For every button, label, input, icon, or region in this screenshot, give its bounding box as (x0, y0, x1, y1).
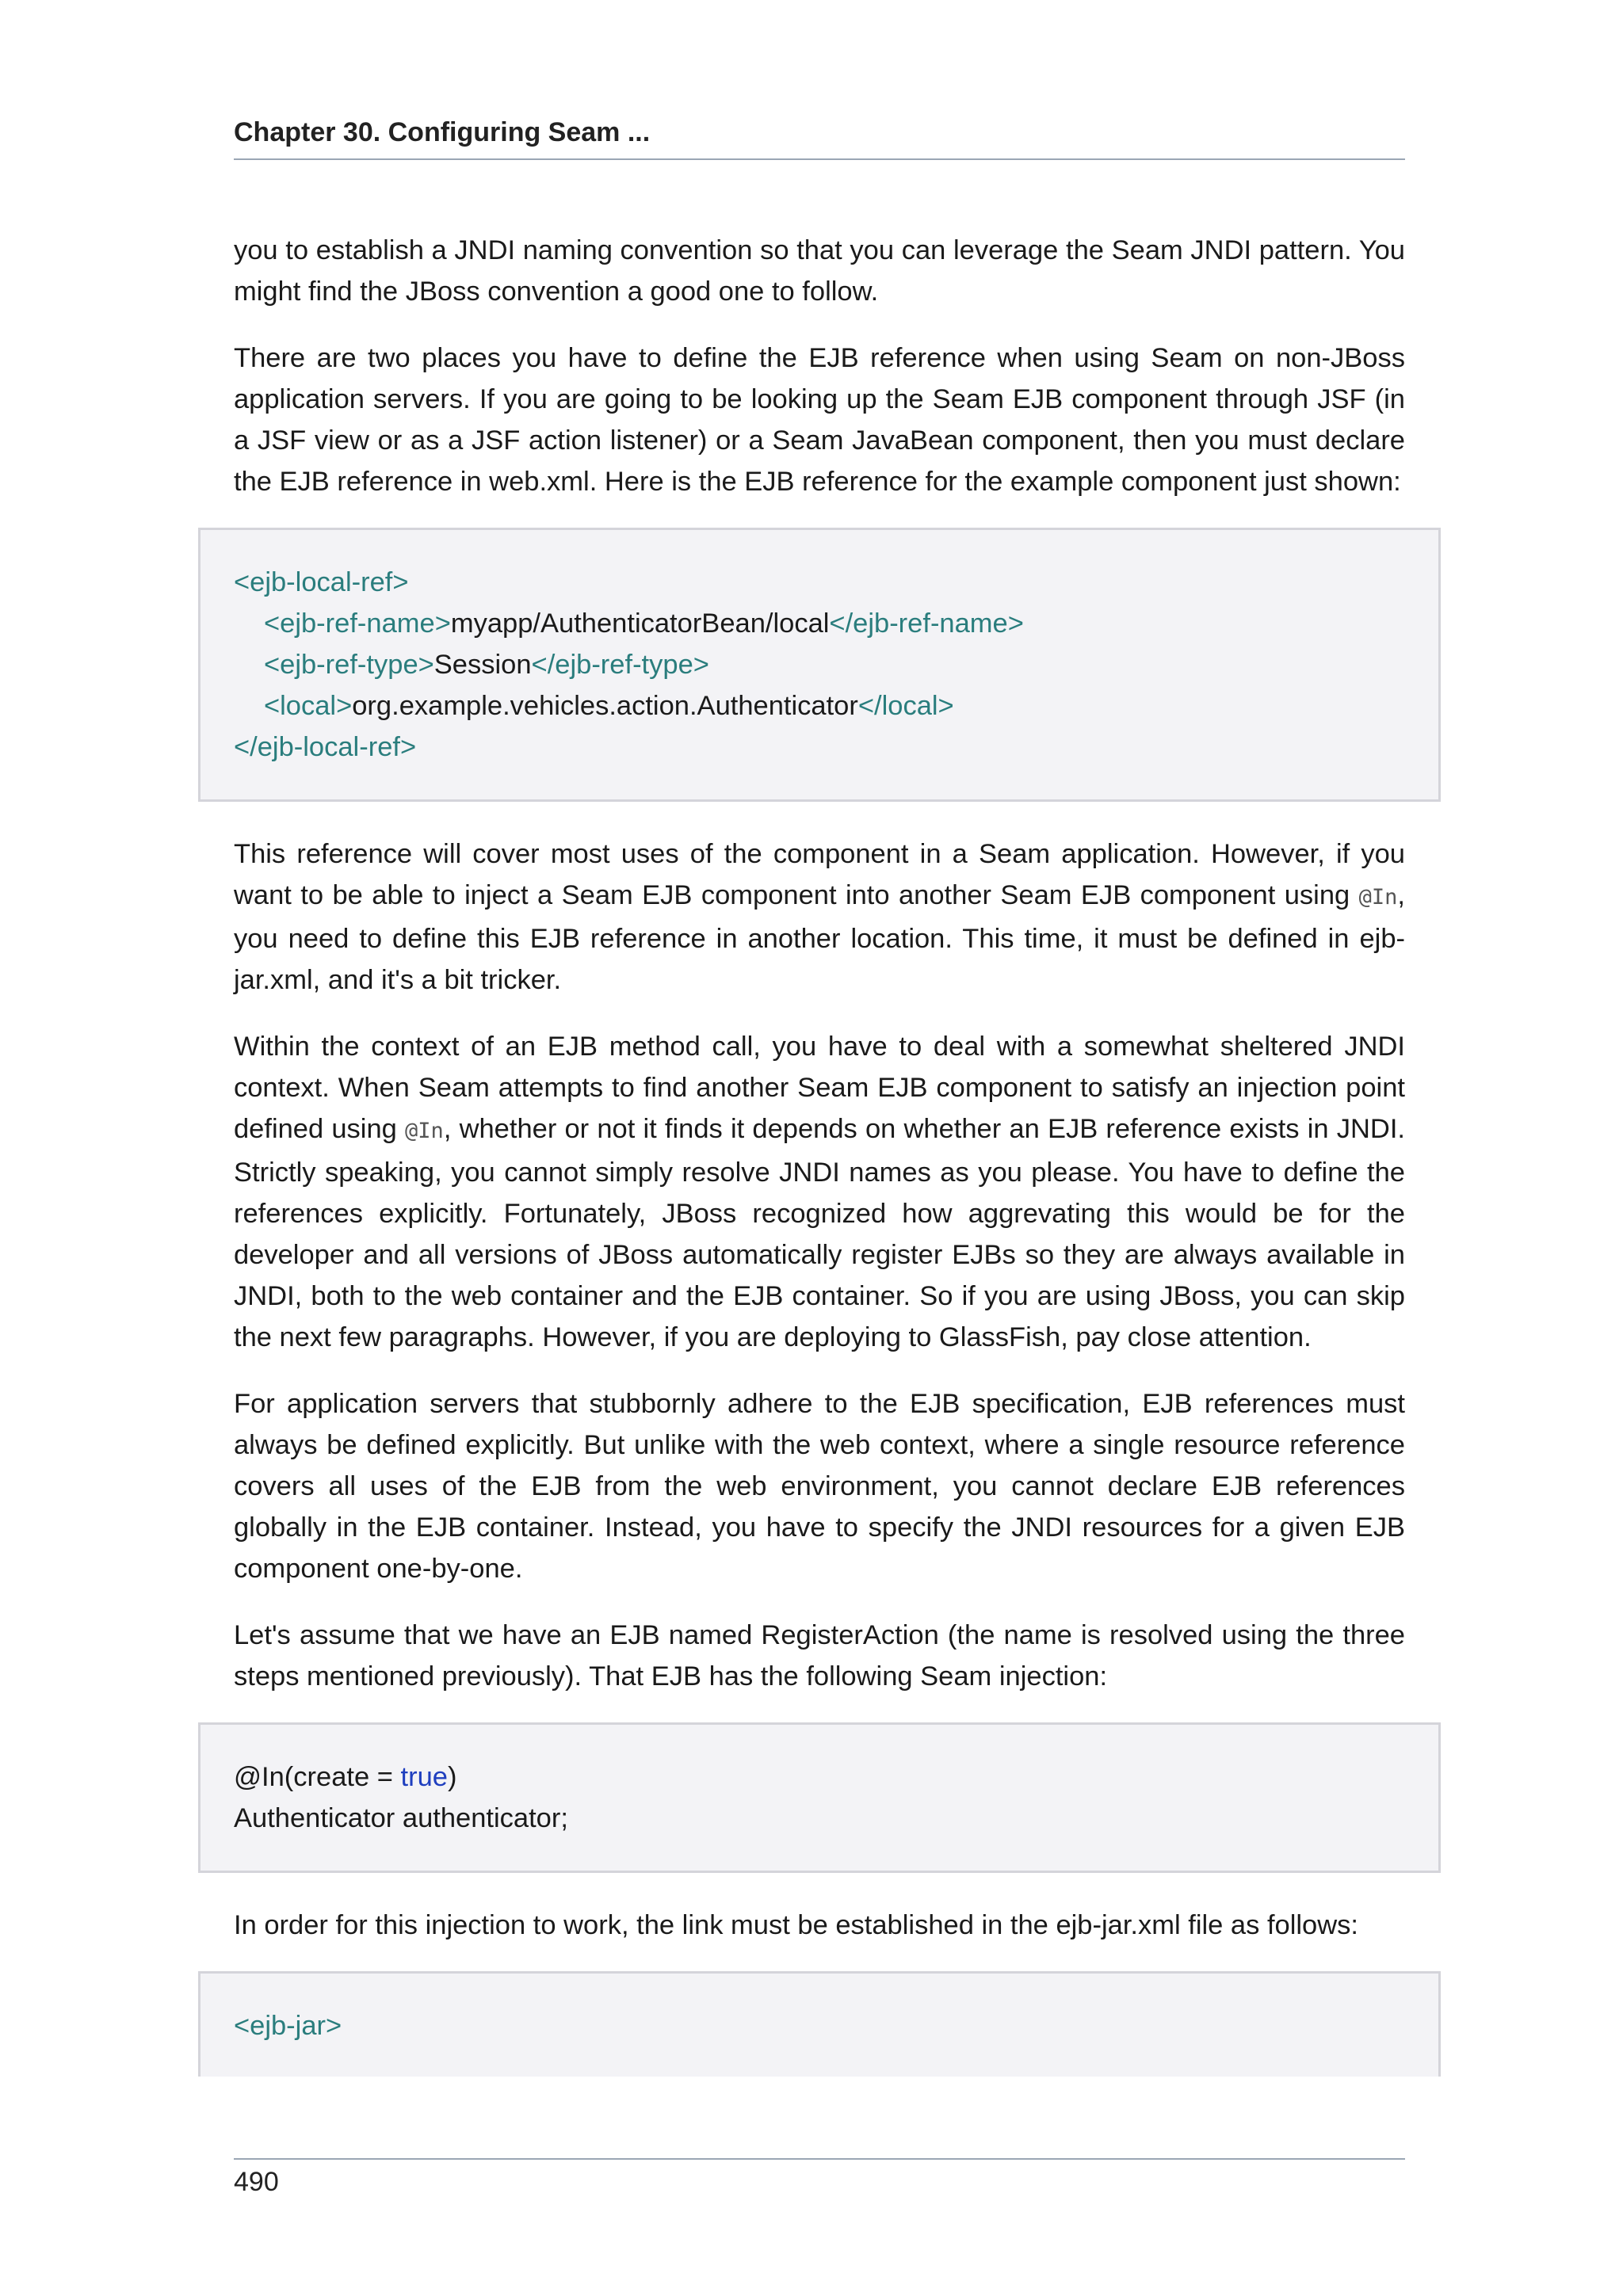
text-span: Within the context of an EJB method call, you have to deal with a somewhat sheltered JNDI context. When Seam attempts to find another Seam EJB component to satisfy an injection point defined using (234, 1032, 1405, 1144)
xml-tag: <ejb-ref-name> (264, 608, 451, 639)
code-line (234, 2005, 1405, 2046)
code-text: ) (447, 1762, 457, 1792)
page-content (234, 230, 1405, 2108)
code-line (234, 727, 1405, 768)
code-line (234, 562, 1405, 603)
paragraph-jndi-convention: you to establish a JNDI naming convention so that you can leverage the Seam JNDI pattern. You might find the JBoss convention a good one to follow. (234, 235, 1405, 307)
code-line (234, 1756, 1405, 1798)
xml-value: Session (433, 650, 532, 680)
xml-tag: <ejb-ref-type> (264, 650, 434, 680)
chapter-header: Chapter 30. Configuring Seam ... (234, 117, 651, 147)
text-span: , you need to define this EJB reference in another location. This time, it must be defined in ejb-jar.xml, and it's a bit tricker. (234, 880, 1405, 995)
xml-tag: <ejb-local-ref> (234, 567, 409, 597)
paragraph-register-action: Let's assume that we have an EJB named RegisterAction (the name is resolved using the three steps mentioned previously). That EJB has the following Seam injection: (234, 1620, 1405, 1691)
xml-tag: </ejb-ref-type> (531, 650, 709, 680)
code-line (234, 644, 1405, 685)
text-span: , whether or not it finds it depends on whether an EJB reference exists in JNDI. Strictly speaking, you cannot simply resolve JNDI names as you please. You have to define the references explicitly. Fortunately, JBoss recognized how aggrevating this would be for the developer and all versions of JBoss automatically register EJBs so they are always available in JNDI, both to the web container and the EJB container. So if you are using JBoss, you can skip the next few paragraphs. However, if you are deploying to GlassFish, pay close attention. (234, 1114, 1405, 1352)
xml-tag: </ejb-local-ref> (234, 732, 417, 762)
code-block-ejb-jar (198, 1971, 1441, 2077)
paragraph-ejb-method-context (234, 1026, 1405, 1358)
xml-tag: <local> (264, 691, 353, 721)
paragraph-reference-coverage (234, 833, 1405, 1001)
paragraph-ejb-reference-places: There are two places you have to define the EJB reference when using Seam on non-JBoss application servers. If you are going to be looking up the Seam EJB component through JSF (in a JSF view or as a JSF action listener) or a Seam JavaBean component, then you must declare the EJB reference in web.xml. Here is the EJB reference for the example component just shown: (234, 343, 1405, 497)
xml-tag: </ejb-ref-name> (829, 608, 1024, 639)
code-block-ejb-local-ref (198, 528, 1441, 802)
xml-value: myapp/AuthenticatorBean/local (450, 608, 830, 639)
xml-tag: <ejb-jar> (234, 2011, 342, 2041)
inline-code: @In (1358, 885, 1398, 910)
inline-code: @In (405, 1119, 444, 1143)
page-number: 490 (234, 2167, 279, 2197)
code-line (234, 603, 1405, 644)
code-line: Authenticator authenticator; (234, 1803, 568, 1833)
header-divider (234, 158, 1405, 160)
code-block-seam-injection (198, 1722, 1441, 1873)
paragraph-ejb-jar-link: In order for this injection to work, the link must be established in the ejb-jar.xml file as follows: (234, 1910, 1358, 1940)
text-span: This reference will cover most uses of the component in a Seam application. However, if you want to be able to inject a Seam EJB component into another Seam EJB component using (234, 839, 1405, 910)
footer-divider (234, 2158, 1405, 2160)
code-keyword: true (400, 1762, 448, 1792)
xml-value: org.example.vehicles.action.Authenticator (352, 691, 858, 721)
paragraph-application-servers: For application servers that stubbornly adhere to the EJB specification, EJB references must always be defined explicitly. But unlike with the web context, where a single resource reference covers all uses of the EJB from the web environment, you cannot declare EJB references globally in the EJB container. Instead, you have to specify the JNDI resources for a given EJB component one-by-one. (234, 1389, 1405, 1584)
code-line (234, 685, 1405, 727)
code-text: @In(create = (234, 1762, 401, 1792)
xml-tag: </local> (857, 691, 954, 721)
